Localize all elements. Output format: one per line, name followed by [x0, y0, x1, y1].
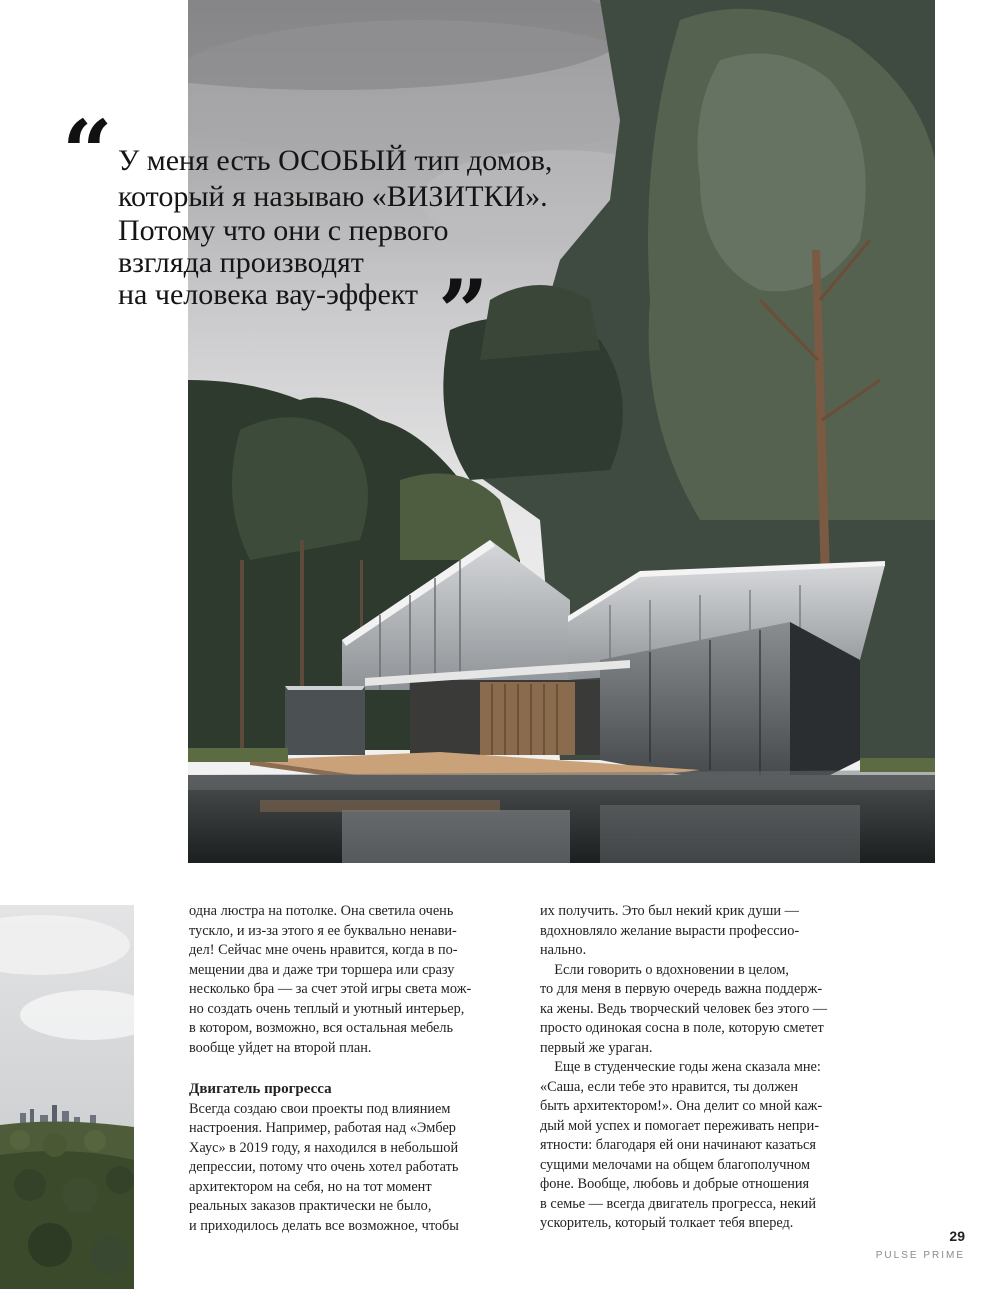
article-column-1 — [189, 902, 499, 1236]
quote-line-3: Потому что они с первого — [118, 214, 449, 247]
body-line: то для меня в первую очередь важна поддерж- — [540, 981, 823, 997]
body-line: сущими мелочами на общем благополучном — [540, 1156, 811, 1173]
article-column-2 — [540, 902, 860, 1234]
body-line: фоне. Вообще, любовь и добрые отношения — [540, 1176, 810, 1192]
body-line: и приходилось делать все возможное, чтобы — [189, 1217, 459, 1234]
body-line: ускоритель, который толкает тебя вперед. — [540, 1215, 794, 1231]
body-line: первый же ураган. — [540, 1039, 653, 1056]
quote-open-mark: “ — [62, 100, 113, 204]
body-line: вдохновляло желание вырасти профессио- — [540, 922, 800, 939]
body-line: ятности: благодаря ей они начинают казаться — [540, 1137, 816, 1153]
body-line: их получить. Это был некий крик души — — [540, 903, 799, 919]
quote-line-5: на человека вау-эффект — [118, 278, 419, 311]
body-line: но создать очень теплый и уютный интерьер, — [189, 1000, 465, 1017]
body-line: в семье — всегда двигатель прогресса, некий — [540, 1195, 817, 1212]
body-line: дел! Сейчас мне очень нравится, когда в по- — [189, 942, 458, 958]
quote-line-1: У меня есть ОСОБЫЙ тип домов, — [118, 144, 553, 177]
landscape-illustration — [0, 905, 134, 1289]
side-landscape-photo — [0, 905, 134, 1289]
body-line: мещении два и даже три торшера или сразу — [189, 961, 455, 978]
body-line: Всегда создаю свои проекты под влиянием — [189, 1100, 451, 1117]
body-line: быть архитектором!». Она делит со мной каж- — [540, 1098, 823, 1114]
body-line: ка жены. Ведь творческий человек без этого — — [540, 1000, 828, 1017]
body-line: Еще в студенческие годы жена сказала мне: — [540, 1059, 821, 1075]
body-line: реальных заказов практически не было, — [189, 1198, 432, 1214]
body-line: одна люстра на потолке. Она светила очень — [189, 903, 454, 919]
body-line: просто одинокая сосна в поле, которую сметет — [540, 1020, 824, 1036]
quote-line-4: взгляда производят — [118, 246, 364, 279]
body-line: вообще уйдет на второй план. — [189, 1039, 372, 1056]
body-line: нально. — [540, 942, 587, 958]
body-line: настроения. Например, работая над «Эмбер — [189, 1120, 456, 1136]
body-line: депрессии, потому что очень хотел работать — [189, 1159, 459, 1175]
body-line: в котором, возможно, вся остальная мебель — [189, 1020, 454, 1036]
body-line: архитектором на себя, но на тот момент — [189, 1178, 432, 1195]
page-number: 29 — [949, 1228, 965, 1244]
body-line: «Саша, если тебе это нравится, ты должен — [540, 1078, 798, 1095]
quote-line-2: который я называю «ВИЗИТКИ». — [118, 180, 548, 213]
magazine-name: PULSE PRIME — [875, 1250, 965, 1261]
body-line: дый мой успех и помогает переживать непри- — [540, 1117, 819, 1134]
body-line: несколько бра — за счет этой игры света мож- — [189, 981, 472, 997]
quote-close-mark: ” — [438, 260, 489, 364]
body-line: Если говорить о вдохновении в целом, — [540, 961, 789, 978]
section-subheading: Двигатель прогресса — [189, 1081, 332, 1097]
body-line: тускло, и из-за этого я ее буквально ненави- — [189, 922, 457, 939]
body-line: Хаус» в 2019 году, я находился в небольшой — [189, 1139, 459, 1156]
